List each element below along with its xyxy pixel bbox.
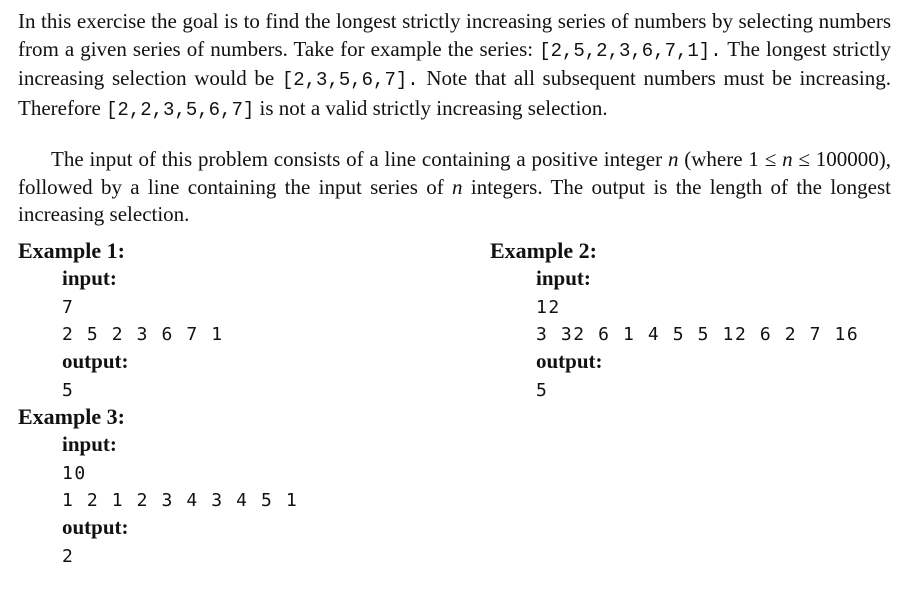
description-text: is not a valid strictly increasing selection.	[254, 95, 608, 120]
example-2-input-line-1: 12	[536, 297, 561, 318]
format-text: integers. The output is the length of the longest increasing selection.	[18, 174, 891, 227]
example-1-output-label: output:	[62, 349, 129, 373]
format-text: (where 1 ≤	[678, 147, 783, 171]
example-3-output-value: 2	[62, 546, 75, 567]
example-1-title: Example 1:	[18, 238, 125, 263]
variable-n: n	[782, 147, 793, 171]
variable-n: n	[452, 174, 463, 199]
example-3-title: Example 3:	[18, 404, 125, 429]
description-text: Note that all subsequent numbers must be increasing. Therefore	[18, 66, 891, 120]
selection-example: [2,3,5,6,7].	[281, 69, 419, 92]
example-2-input-line-2: 3 32 6 1 4 5 5 12 6 2 7 16	[536, 324, 860, 345]
example-2-output-label: output:	[536, 349, 603, 373]
example-1-output-value: 5	[62, 380, 75, 401]
example-3-output-label: output:	[62, 515, 129, 539]
example-2-output-value: 5	[536, 380, 549, 401]
description-text: The longest strictly increasing selection would be	[18, 36, 891, 91]
example-3-input-line-1: 10	[62, 463, 87, 484]
example-2-title: Example 2:	[490, 238, 597, 263]
example-1-input-label: input:	[62, 266, 117, 290]
input-format-paragraph	[18, 146, 891, 229]
example-1-input-line-2: 2 5 2 3 6 7 1	[62, 324, 224, 345]
problem-description-paragraph	[18, 8, 891, 124]
invalid-selection-example: [2,2,3,5,6,7]	[106, 98, 255, 121]
example-1-input-line-1: 7	[62, 297, 75, 318]
format-text: The input of this problem consists of a line containing a positive integer	[51, 147, 668, 171]
variable-n: n	[667, 147, 679, 171]
format-text: ≤ 100000), followed by a line containing the input series of	[18, 147, 891, 199]
example-3-input-line-2: 1 2 1 2 3 4 3 4 5 1	[62, 490, 299, 511]
example-2-input-label: input:	[536, 266, 591, 290]
series-example: [2,5,2,3,6,7,1].	[539, 39, 722, 62]
example-3-input-label: input:	[62, 432, 117, 456]
description-text: In this exercise the goal is to find the longest strictly increasing series of numbers by selecting numbers from a given series of numbers. Take for example the series:	[18, 9, 891, 61]
